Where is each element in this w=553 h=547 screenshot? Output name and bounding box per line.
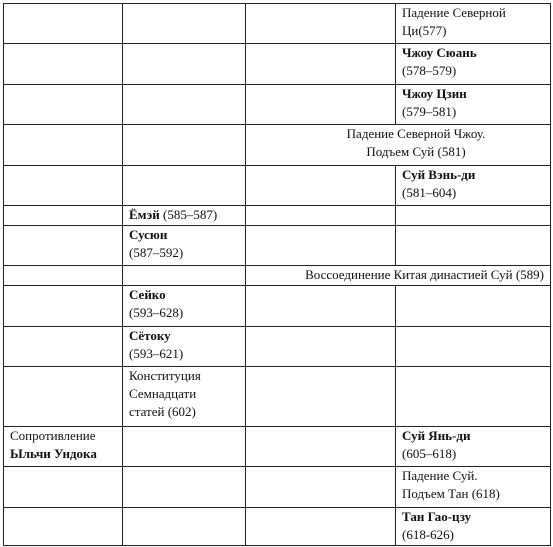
table-row bbox=[4, 4, 551, 44]
event-text: Подъем Тан (618) bbox=[402, 486, 500, 501]
table-row bbox=[4, 166, 551, 206]
cell-china-event-span bbox=[246, 125, 551, 166]
event-text: Падение Суй. bbox=[402, 468, 478, 483]
ruler-name: Тан Гао-цзу bbox=[402, 509, 472, 524]
cell-empty bbox=[4, 125, 123, 166]
cell-empty bbox=[246, 367, 396, 427]
event-text: Сопротивление bbox=[10, 428, 96, 443]
table-row bbox=[4, 508, 551, 546]
cell-empty bbox=[246, 85, 396, 125]
table-row bbox=[4, 467, 551, 508]
cell-china-event-span bbox=[246, 266, 551, 286]
cell-empty bbox=[246, 327, 396, 367]
cell-empty bbox=[4, 266, 123, 286]
cell-china-ruler bbox=[396, 508, 551, 546]
cell-china-event bbox=[396, 467, 551, 508]
event-text: Семнадцати bbox=[129, 386, 197, 401]
cell-empty bbox=[4, 367, 123, 427]
table-row bbox=[4, 427, 551, 467]
cell-japan-ruler bbox=[123, 286, 246, 327]
table-row bbox=[4, 226, 551, 266]
ruler-years: (581–604) bbox=[402, 185, 457, 200]
ruler-years: (593–621) bbox=[129, 346, 184, 361]
cell-china-ruler bbox=[396, 166, 551, 206]
cell-empty bbox=[4, 4, 123, 44]
cell-empty bbox=[123, 508, 246, 546]
table-row bbox=[4, 327, 551, 367]
ruler-name: Сейко bbox=[129, 287, 166, 302]
event-text: Падение Северной bbox=[402, 5, 506, 20]
cell-japan-ruler bbox=[123, 206, 246, 226]
cell-empty bbox=[246, 286, 396, 327]
ruler-name: Ёмэй bbox=[129, 207, 160, 222]
table-row bbox=[4, 125, 551, 166]
cell-china-ruler bbox=[396, 85, 551, 125]
table-row bbox=[4, 206, 551, 226]
cell-empty bbox=[123, 427, 246, 467]
event-text: Конституция bbox=[129, 368, 201, 383]
cell-empty bbox=[4, 286, 123, 327]
cell-korea-event bbox=[4, 427, 123, 467]
cell-empty bbox=[396, 226, 551, 266]
cell-empty bbox=[246, 467, 396, 508]
table-row bbox=[4, 367, 551, 427]
cell-empty bbox=[4, 226, 123, 266]
ruler-years: (585–587) bbox=[159, 207, 218, 222]
event-text: Ци(577) bbox=[402, 23, 447, 38]
ruler-name: Сусюн bbox=[129, 227, 168, 242]
ruler-years: (578–579) bbox=[402, 63, 457, 78]
cell-japan-ruler bbox=[123, 226, 246, 266]
cell-empty bbox=[123, 4, 246, 44]
cell-empty bbox=[123, 166, 246, 206]
event-text: статей (602) bbox=[129, 404, 196, 419]
cell-empty bbox=[4, 508, 123, 546]
ruler-name: Чжоу Сюань bbox=[402, 45, 477, 60]
cell-empty bbox=[123, 44, 246, 85]
cell-empty bbox=[246, 4, 396, 44]
cell-empty bbox=[246, 508, 396, 546]
cell-empty bbox=[246, 44, 396, 85]
event-text: Воссоединение Китая династией Суй (589) bbox=[305, 267, 544, 282]
ruler-name: Чжоу Цзин bbox=[402, 86, 467, 101]
cell-empty bbox=[4, 44, 123, 85]
ruler-years: (593–628) bbox=[129, 305, 184, 320]
cell-japan-ruler bbox=[123, 327, 246, 367]
table-row bbox=[4, 85, 551, 125]
cell-empty bbox=[123, 467, 246, 508]
cell-empty bbox=[123, 266, 246, 286]
cell-japan-event bbox=[123, 367, 246, 427]
ruler-years: (579–581) bbox=[402, 104, 457, 119]
cell-empty bbox=[246, 427, 396, 467]
table-row bbox=[4, 44, 551, 85]
cell-empty bbox=[396, 286, 551, 327]
cell-china-ruler bbox=[396, 427, 551, 467]
cell-empty bbox=[246, 206, 396, 226]
ruler-years: (605–618) bbox=[402, 446, 457, 461]
cell-empty bbox=[396, 327, 551, 367]
cell-empty bbox=[4, 327, 123, 367]
cell-empty bbox=[396, 206, 551, 226]
chronology-table bbox=[3, 3, 551, 546]
ruler-name: Сётоку bbox=[129, 328, 171, 343]
event-text: Подъем Суй (581) bbox=[366, 144, 466, 159]
ruler-years: (587–592) bbox=[129, 245, 184, 260]
cell-china-ruler bbox=[396, 44, 551, 85]
table-row bbox=[4, 266, 551, 286]
event-text: Падение Северной Чжоу. bbox=[346, 126, 486, 141]
person-name: Ыльчи Ундока bbox=[10, 446, 97, 461]
ruler-name: Суй Вэнь-ди bbox=[402, 167, 476, 182]
cell-empty bbox=[123, 125, 246, 166]
cell-china-event bbox=[396, 4, 551, 44]
cell-empty bbox=[246, 226, 396, 266]
cell-empty bbox=[4, 206, 123, 226]
cell-empty bbox=[396, 367, 551, 427]
cell-empty bbox=[4, 85, 123, 125]
cell-empty bbox=[123, 85, 246, 125]
cell-empty bbox=[246, 166, 396, 206]
table-row bbox=[4, 286, 551, 327]
cell-empty bbox=[4, 166, 123, 206]
ruler-years: (618-626) bbox=[402, 527, 454, 542]
ruler-name: Суй Янь-ди bbox=[402, 428, 471, 443]
cell-empty bbox=[4, 467, 123, 508]
